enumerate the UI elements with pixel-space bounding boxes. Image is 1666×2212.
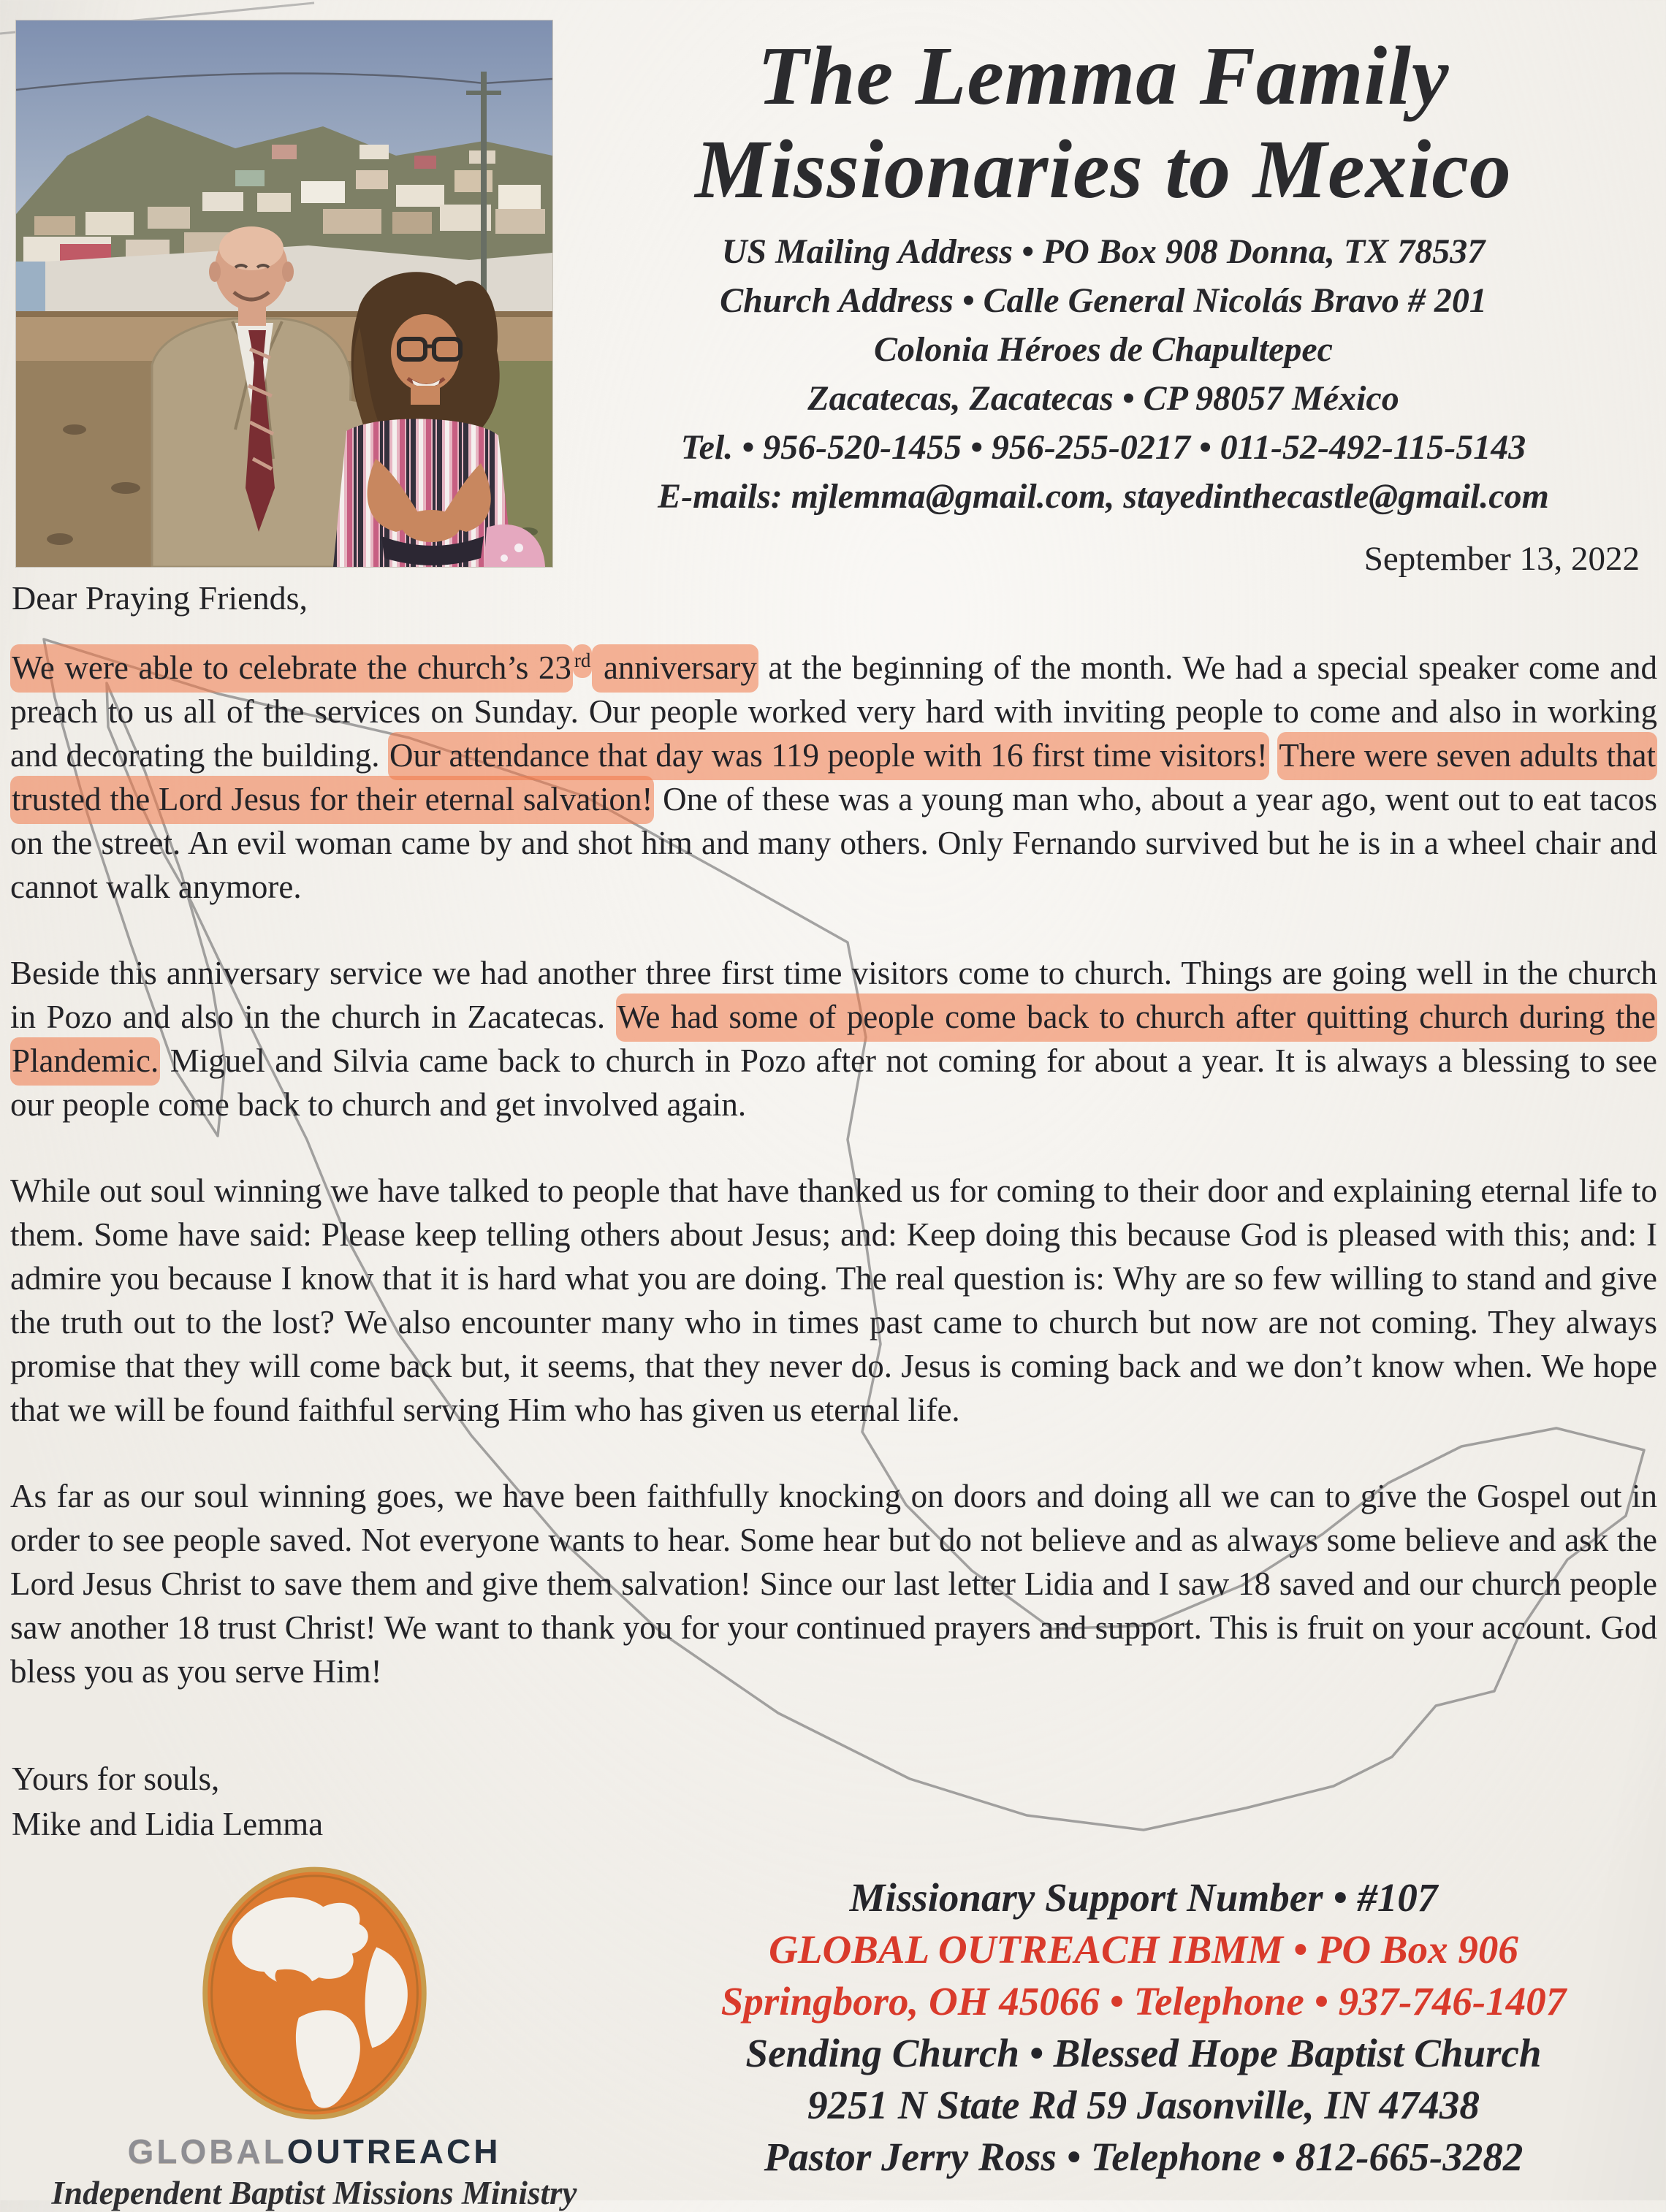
address-line-emails: E-mails: mjlemma@gmail.com, stayedinthecastle@gmail.com: [658, 477, 1549, 516]
utility-pole-crossarm: [466, 91, 501, 95]
globe-americas-icon: [192, 1861, 437, 2126]
highlighted-text: There were seven adults that trusted the Lord Jesus for their eternal salvation!: [10, 732, 1657, 824]
global-outreach-phone-line: Springboro, OH 45066 • Telephone • 937-746-1407: [720, 1979, 1567, 2024]
highlighted-text: We were able to celebrate the church’s 23: [10, 644, 573, 693]
support-number-line: Missionary Support Number • #107: [849, 1875, 1438, 1920]
letter-text: [1269, 737, 1277, 774]
sending-church-line: Sending Church • Blessed Hope Baptist Church: [745, 2031, 1542, 2075]
highlighted-text: anniversary: [592, 644, 758, 693]
letter-text: As far as our soul winning goes, we have been faithfully knocking on doors and doing all we can to give the Gospel out in order to see people saved. Not everyone wants to hear. Some hear but do not believe and as always some believe and ask the Lord Jesus Christ to save them and give them salvation! Since our last letter Lidia and I saw 18 saved and our church people saw another 18 trust Christ! We want to thank you for your continued prayers and support. This is fruit on your account. God bless you as you serve Him!: [10, 1478, 1657, 1690]
letter-text: Beside this anniversary service we had another three first time visitors come to church. Things are going well in the church in Pozo and also in the church in Zacatecas.: [10, 955, 1657, 1035]
signature-names: Mike and Lidia Lemma: [12, 1806, 324, 1842]
address-line-church: Church Address • Calle General Nicolás Bravo # 201: [720, 281, 1487, 321]
closing-block: [12, 1756, 323, 1847]
letter-paragraph: [10, 951, 1657, 1126]
address-block: [555, 227, 1651, 521]
highlighted-text: We had some of people come back to church after quitting church during the Plandemic.: [10, 994, 1657, 1086]
highlighted-text: Our attendance that day was 119 people with 16 first time visitors!: [388, 732, 1269, 780]
globaloutreach-wordmark: [22, 2132, 606, 2171]
letter-paragraph: [10, 1169, 1657, 1432]
letter-body: [10, 646, 1657, 1736]
address-line-telephones: Tel. • 956-520-1455 • 956-255-0217 • 011-52-492-115-5143: [680, 428, 1526, 468]
letter-text: While out soul winning we have talked to people that have thanked us for coming to their door and explaining eternal life to them. Some have said: Please keep telling others about Jesus; and: Keep doing this because God is pleased with this; and: I admire you because I know that it is hard what you are doing. The real question is: Why are so few willing to stand and give the truth out to the lost? We also encounter many who in times past came to church but now are not coming. They always promise that they will come back but, it seems, that they never do. Jesus is coming back and we don’t know when. We hope that we will be found faithful serving Him who has given us eternal life.: [10, 1172, 1657, 1428]
wordmark-outreach: OUTREACH: [286, 2132, 501, 2170]
letter-paragraph: [10, 1474, 1657, 1693]
letter-paragraph: [10, 646, 1657, 909]
family-photo-illustration: [16, 20, 552, 567]
salutation: Dear Praying Friends,: [12, 579, 308, 617]
sending-church-address-line: 9251 N State Rd 59 Jasonville, IN 47438: [807, 2083, 1480, 2127]
closing-line: Yours for souls,: [12, 1761, 220, 1797]
highlighted-text: rd: [573, 644, 593, 678]
letter-text: Miguel and Silvia came back to church in Pozo after not coming for about a year. It is always a blessing to see our people come back to church and get involved again.: [10, 1042, 1657, 1123]
address-line-city: Zacatecas, Zacatecas • CP 98057 México: [807, 379, 1399, 419]
letter-text: at the beginning of the month. We had a special speaker come and preach to us all of the services on Sunday. Our people worked very hard with inviting people to come and also in working and decorating the building.: [10, 649, 1657, 774]
letterhead: [555, 29, 1651, 521]
global-outreach-address-line: GLOBAL OUTREACH IBMM • PO Box 906: [769, 1927, 1518, 1972]
address-line-colonia: Colonia Héroes de Chapultepec: [874, 330, 1333, 370]
address-line-mailing: US Mailing Address • PO Box 908 Donna, TX 78537: [721, 232, 1486, 272]
letter-date: September 13, 2022: [1363, 540, 1640, 578]
support-info-block: [628, 1872, 1659, 2183]
wordmark-global: GLOBAL: [127, 2132, 287, 2170]
letter-text: One of these was a young man who, about a year ago, went out to eat tacos on the street. An evil woman came by and shot him and many others. Only Fernando survived but he is in a wheel chair and cannot walk anymore.: [10, 781, 1657, 905]
pastor-phone-line: Pastor Jerry Ross • Telephone • 812-665-3282: [764, 2135, 1524, 2179]
mission-logo-block: [22, 1861, 606, 2212]
family-photo: [16, 20, 552, 567]
newsletter-title-line2: Missionaries to Mexico: [695, 122, 1512, 216]
mission-tagline: Independent Baptist Missions Ministry: [51, 2175, 577, 2211]
newsletter-title-line1: The Lemma Family: [757, 29, 1450, 122]
